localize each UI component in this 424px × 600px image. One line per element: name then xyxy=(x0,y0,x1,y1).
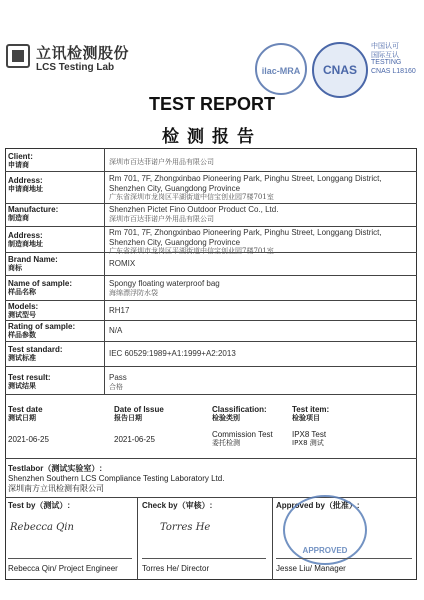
logo-en: LCS Testing Lab xyxy=(36,62,115,73)
check-by-name: Torres He/ Director xyxy=(142,564,210,573)
section-divider xyxy=(5,394,417,395)
testlab-label: Testlabor（测试实验室）: xyxy=(8,464,103,473)
section-divider xyxy=(5,497,417,498)
cnas-text-3: CNAS L18160 xyxy=(371,67,416,75)
row-divider xyxy=(5,341,417,342)
row-divider xyxy=(5,203,417,204)
client-address-label: Address: 申请商地址 xyxy=(8,176,43,193)
report-title-cn: 检测报告 xyxy=(162,127,262,147)
manufacturer-label: Manufacture: 制造商 xyxy=(8,205,59,222)
test-by-name: Rebecca Qin/ Project Engineer xyxy=(8,564,118,573)
section-divider xyxy=(5,458,417,459)
row-divider xyxy=(5,366,417,367)
signature-divider xyxy=(137,497,138,580)
row-divider xyxy=(5,320,417,321)
cnas-text xyxy=(371,42,419,76)
ilac-mra-seal xyxy=(255,43,307,95)
models-label: Models: 测试型号 xyxy=(8,302,39,319)
logo-cn: 立讯检测股份 xyxy=(36,45,130,62)
check-by-label: Check by（审核）: xyxy=(142,501,213,510)
rating-value: N/A xyxy=(109,326,123,335)
test-result-value: Pass 合格 xyxy=(109,373,127,391)
manufacturer-value: Shenzhen Pictet Fino Outdoor Product Co., Ltd. 深圳市百达菲诺户外用品有限公司 xyxy=(109,205,279,223)
client-address-value: Rm 701, 7F, Zhongxinbao Pioneering Park, Pinghu Street, Longgang District, Shenzhen City, Guangdong Province 广东省深圳市龙岗区平湖街道中信宝创业园7楼701室 xyxy=(109,174,382,201)
test-by-label: Test by（测试）: xyxy=(8,501,71,510)
ilac-seal-text: ilac-MRA xyxy=(261,66,301,76)
cnas-seal-text: CNAS xyxy=(322,63,357,77)
classification-value: Commission Test 委托检测 xyxy=(212,430,273,447)
column-divider xyxy=(104,148,105,394)
testlab-name-cn: 深圳南方立讯检测有限公司 xyxy=(8,484,104,493)
cnas-seal xyxy=(312,42,368,98)
report-title-en: TEST REPORT xyxy=(148,94,275,114)
brand-value: ROMIX xyxy=(109,259,136,268)
row-divider xyxy=(5,226,417,227)
models-value: RH17 xyxy=(109,306,130,315)
manufacturer-address-value: Rm 701, 7F, Zhongxinbao Pioneering Park, Pinghu Street, Longgang District, Shenzhen City, Guangdong Province 广东省深圳市龙岗区平湖街道中信宝创业园7楼701室 xyxy=(109,228,382,255)
issue-date-value: 2021-06-25 xyxy=(114,435,155,444)
lcs-logo-icon xyxy=(6,44,30,68)
issue-date-label: Date of Issue 报告日期 xyxy=(114,405,164,422)
test-date-value: 2021-06-25 xyxy=(8,435,49,444)
manufacturer-address-label: Address: 制造商地址 xyxy=(8,231,43,248)
rating-label: Rating of sample: 样品参数 xyxy=(8,322,76,339)
sample-name-label: Name of sample: 样品名称 xyxy=(8,279,73,296)
test-signature-line xyxy=(8,558,132,559)
cnas-sub: TESTING xyxy=(371,59,402,66)
brand-label: Brand Name: 商标 xyxy=(8,255,58,272)
row-divider xyxy=(5,300,417,301)
classification-label: Classification: 检验类别 xyxy=(212,405,267,422)
test-date-label: Test date 测试日期 xyxy=(8,405,43,422)
approved-by-name: Jesse Liu/ Manager xyxy=(276,564,346,573)
test-standard-value: IEC 60529:1989+A1:1999+A2:2013 xyxy=(109,349,236,358)
check-signature-line xyxy=(142,558,266,559)
test-item-label: Test item: 检验项目 xyxy=(292,405,330,422)
cnas-text-2: 国际互认 xyxy=(371,50,399,59)
cnas-text-1: 中国认可 xyxy=(371,42,399,50)
client-value: 深圳市百达菲诺户外用品有限公司 xyxy=(109,158,214,166)
sample-name-value: Spongy floating waterproof bag 海绵漂浮防水袋 xyxy=(109,279,220,297)
row-divider xyxy=(5,275,417,276)
client-label: Client: 申请商 xyxy=(8,152,33,169)
approved-by-label: Approved by（批准）: xyxy=(276,501,360,510)
test-signature: Rebecca Qin xyxy=(10,522,74,533)
approved-stamp: APPROVED xyxy=(283,495,367,565)
test-item-value: IPX8 Test IPX8 测试 xyxy=(292,430,327,447)
test-result-label: Test result: 测试结果 xyxy=(8,373,51,390)
approved-signature-line xyxy=(276,558,412,559)
signature-divider xyxy=(272,497,273,580)
row-divider xyxy=(5,171,417,172)
testlab-name-en: Shenzhen Southern LCS Compliance Testing Laboratory Ltd. xyxy=(8,474,225,483)
test-standard-label: Test standard: 测试标准 xyxy=(8,345,63,362)
check-signature: Torres He xyxy=(160,522,211,533)
